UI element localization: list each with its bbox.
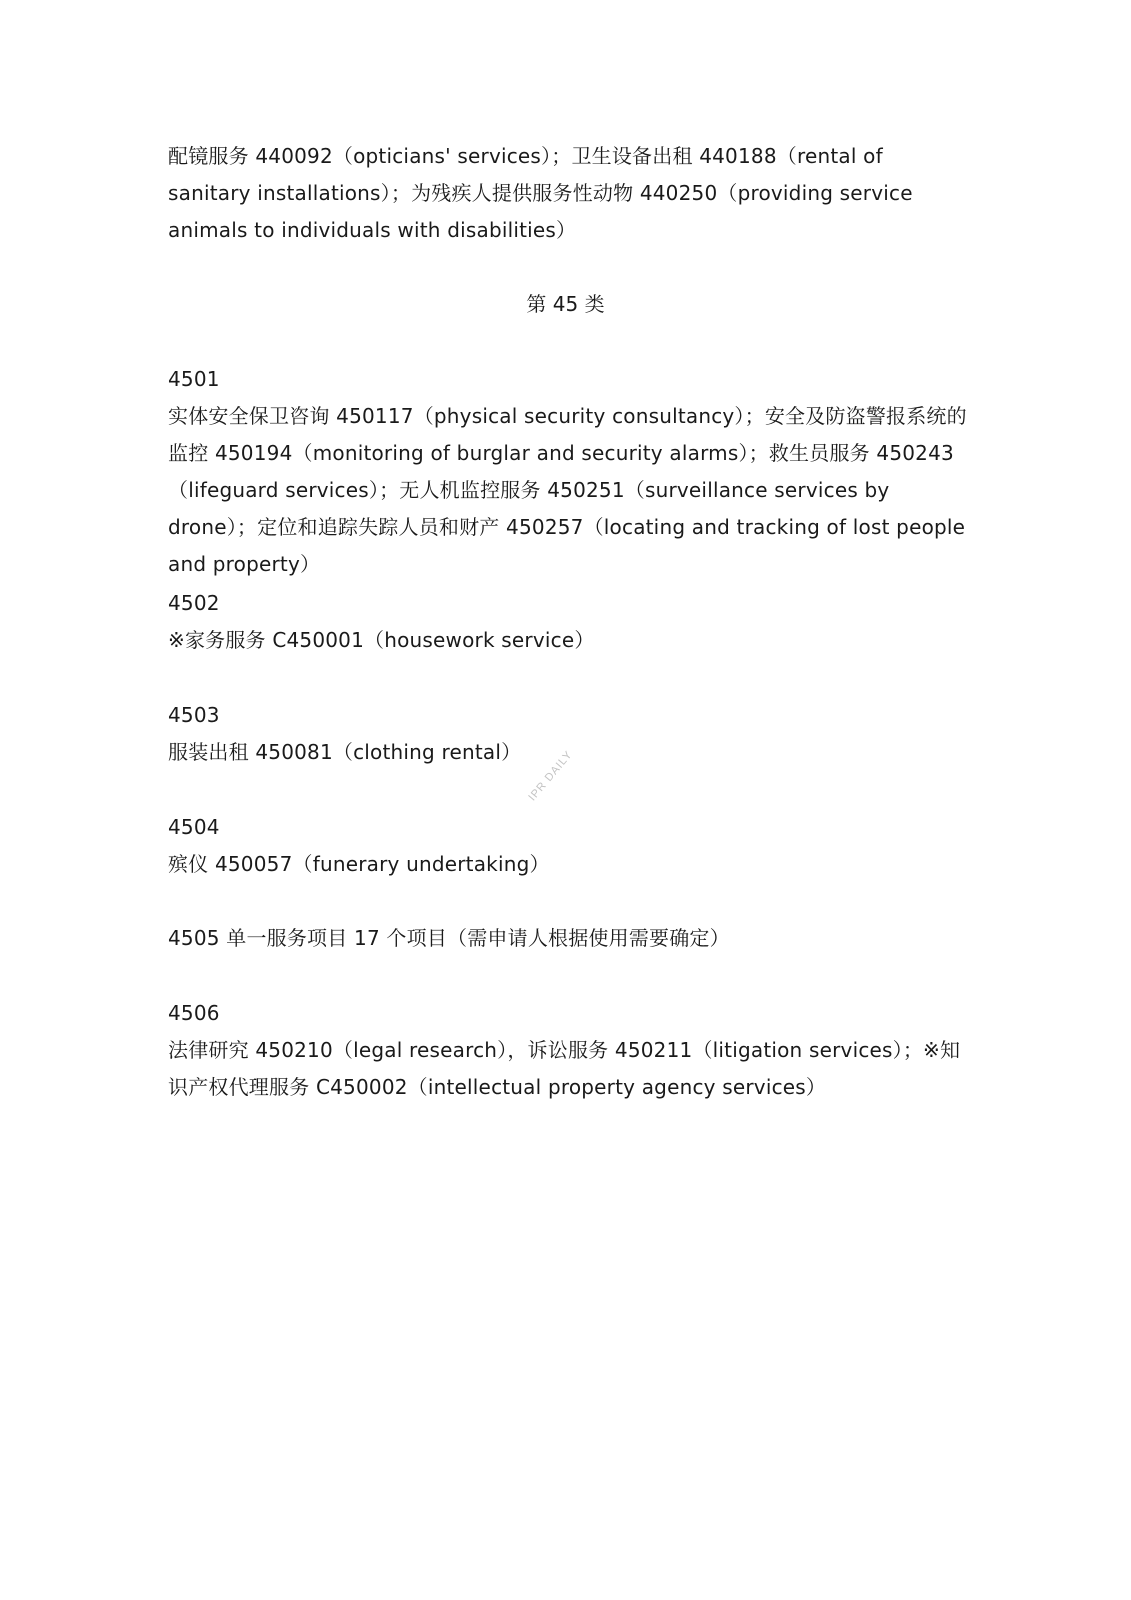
section-body: 服装出租 450081（clothing rental） (168, 740, 522, 764)
section-code: 4506 (168, 1001, 220, 1025)
section-code: 4501 (168, 367, 220, 391)
section-4504 (168, 809, 968, 883)
class-heading: 第 45 类 (526, 292, 605, 316)
section-body: ※家务服务 C450001（housework service） (168, 628, 595, 652)
section-4502 (168, 585, 968, 659)
section-4506 (168, 995, 968, 1106)
watermark: IPR DAILY (526, 748, 576, 804)
section-code: 4503 (168, 703, 220, 727)
intro-paragraph: 配镜服务 440092（opticians' services）；卫生设备出租 440188（rental of sanitary installations）；为残疾人提供服务性动物 440250（providing service animals to individuals with disabilities） (168, 144, 913, 242)
section-body: 实体安全保卫咨询 450117（physical security consultancy）；安全及防盗警报系统的监控 450194（monitoring of burglar and security alarms）；救生员服务 450243（lifeguard services）；无人机监控服务 450251（surveillance services by drone）；定位和追踪失踪人员和财产 450257（locating and tracking of lost people and property） (168, 404, 967, 576)
section-4501 (168, 361, 968, 583)
section-body: 4505 单一服务项目 17 个项目（需申请人根据使用需要确定） (168, 926, 730, 950)
section-4505 (168, 920, 968, 957)
section-body: 殡仪 450057（funerary undertaking） (168, 852, 550, 876)
section-code: 4502 (168, 591, 220, 615)
section-body: 法律研究 450210（legal research），诉讼服务 450211（litigation services）；※知识产权代理服务 C450002（intellectual property agency services） (168, 1038, 961, 1099)
section-code: 4504 (168, 815, 220, 839)
